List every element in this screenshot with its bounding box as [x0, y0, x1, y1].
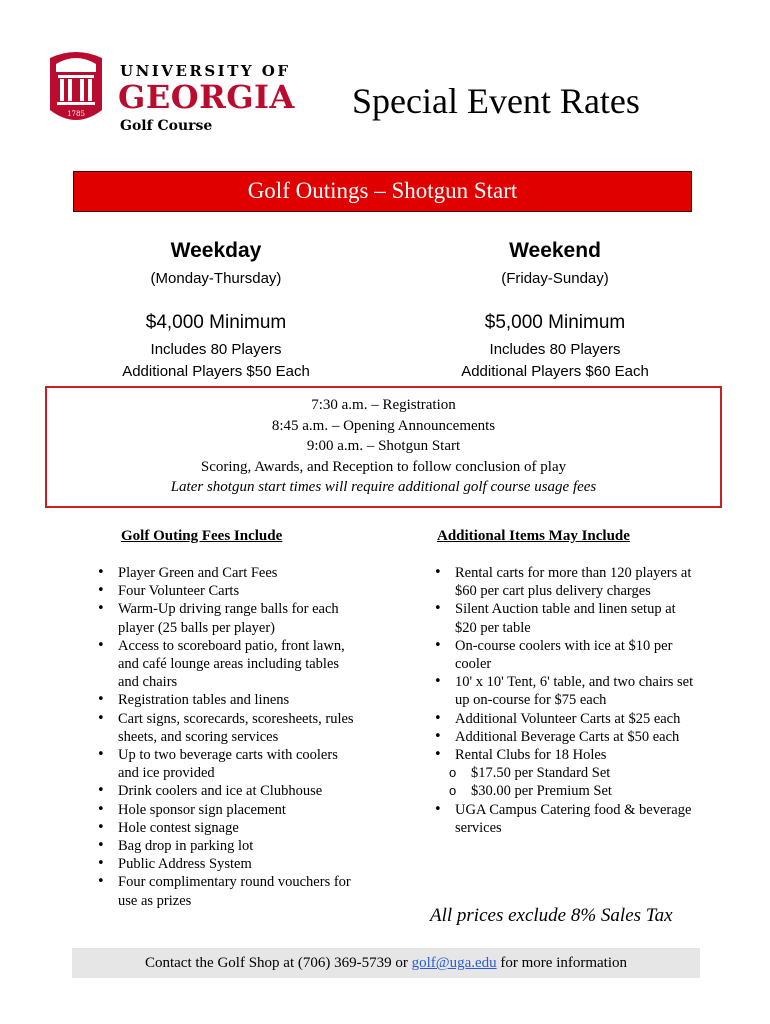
- club-option: o $17.50 per Standard Set: [425, 764, 700, 782]
- weekend-days: (Friday-Sunday): [501, 270, 609, 287]
- list-item: • Four Volunteer Carts: [88, 582, 358, 600]
- additional-items-heading: Additional Items May Include: [437, 528, 630, 544]
- list-item: • Up to two beverage carts with coolers and ice provided: [88, 746, 358, 782]
- section-banner: Golf Outings – Shotgun Start: [73, 171, 692, 212]
- schedule-line: 7:30 a.m. – Registration: [311, 397, 456, 413]
- additional-items-list: [425, 564, 720, 764]
- list-item: • Rental Clubs for 18 Holes: [425, 746, 700, 764]
- list-item: • Registration tables and linens: [88, 691, 358, 709]
- list-item: • Additional Beverage Carts at $50 each: [425, 728, 700, 746]
- weekend-pricing: [395, 236, 715, 383]
- list-item: • Player Green and Cart Fees: [88, 564, 358, 582]
- list-item: • Hole contest signage: [88, 819, 358, 837]
- logo-georgia-text: GEORGIA: [118, 78, 295, 116]
- list-item: • Access to scoreboard patio, front lawn, and café lounge areas including tables and chairs: [88, 637, 358, 692]
- weekday-additional: Additional Players $50 Each: [122, 363, 310, 380]
- list-item: • Additional Volunteer Carts at $25 each: [425, 710, 700, 728]
- fees-include-list: [88, 564, 378, 910]
- fees-include-section: [88, 525, 378, 910]
- list-item: • Rental carts for more than 120 players at $60 per cart plus delivery charges: [425, 564, 700, 600]
- logo-golf-course-text: Golf Course: [120, 118, 213, 134]
- logo-university-text: UNIVERSITY OF: [120, 62, 291, 80]
- list-item: • UGA Campus Catering food & beverage services: [425, 801, 700, 837]
- weekend-additional: Additional Players $60 Each: [461, 363, 649, 380]
- club-option: o $30.00 per Premium Set: [425, 782, 700, 800]
- fees-include-heading: Golf Outing Fees Include: [121, 528, 283, 544]
- footer-text-after: for more information: [496, 955, 628, 971]
- additional-items-list-end: [425, 801, 720, 837]
- weekday-includes: Includes 80 Players: [150, 341, 282, 358]
- list-item: • Warm-Up driving range balls for each player (25 balls per player): [88, 600, 358, 636]
- list-item: • Four complimentary round vouchers for use as prizes: [88, 873, 358, 909]
- weekend-includes: Includes 80 Players: [489, 341, 621, 358]
- club-options-list: [425, 764, 720, 800]
- schedule-line: Scoring, Awards, and Reception to follow conclusion of play: [200, 458, 567, 475]
- schedule-line: 9:00 a.m. – Shotgun Start: [306, 438, 461, 454]
- svg-text:1785: 1785: [67, 110, 85, 118]
- schedule-line: 8:45 a.m. – Opening Announcements: [271, 417, 496, 434]
- list-item: • Cart signs, scorecards, scoresheets, rules sheets, and scoring services: [88, 710, 358, 746]
- additional-items-section: [425, 525, 720, 837]
- weekday-heading: Weekday: [170, 239, 262, 262]
- weekday-minimum: $4,000 Minimum: [145, 312, 287, 333]
- weekday-pricing: [56, 236, 376, 383]
- email-link[interactable]: golf@uga.edu: [411, 955, 497, 971]
- weekend-minimum: $5,000 Minimum: [484, 312, 626, 333]
- sales-tax-note: All prices exclude 8% Sales Tax: [430, 905, 673, 926]
- schedule-box: [45, 386, 722, 508]
- uga-golf-logo: [48, 50, 298, 138]
- weekday-days: (Monday-Thursday): [150, 270, 282, 287]
- list-item: • Drink coolers and ice at Clubhouse: [88, 782, 358, 800]
- schedule-note: Later shotgun start times will require additional golf course usage fees: [170, 479, 597, 495]
- list-item: • 10' x 10' Tent, 6' table, and two chairs set up on-course for $75 each: [425, 673, 700, 709]
- list-item: • Public Address System: [88, 855, 358, 873]
- page-title: Special Event Rates: [352, 81, 640, 121]
- footer-text-before: Contact the Golf Shop at (706) 369-5739 or: [144, 955, 412, 971]
- list-item: • Silent Auction table and linen setup at $20 per table: [425, 600, 700, 636]
- list-item: • Hole sponsor sign placement: [88, 801, 358, 819]
- weekend-heading: Weekend: [509, 239, 601, 262]
- list-item: • Bag drop in parking lot: [88, 837, 358, 855]
- arch-logo-icon: [48, 50, 104, 126]
- list-item: • On-course coolers with ice at $10 per cooler: [425, 637, 700, 673]
- contact-footer: [72, 948, 700, 978]
